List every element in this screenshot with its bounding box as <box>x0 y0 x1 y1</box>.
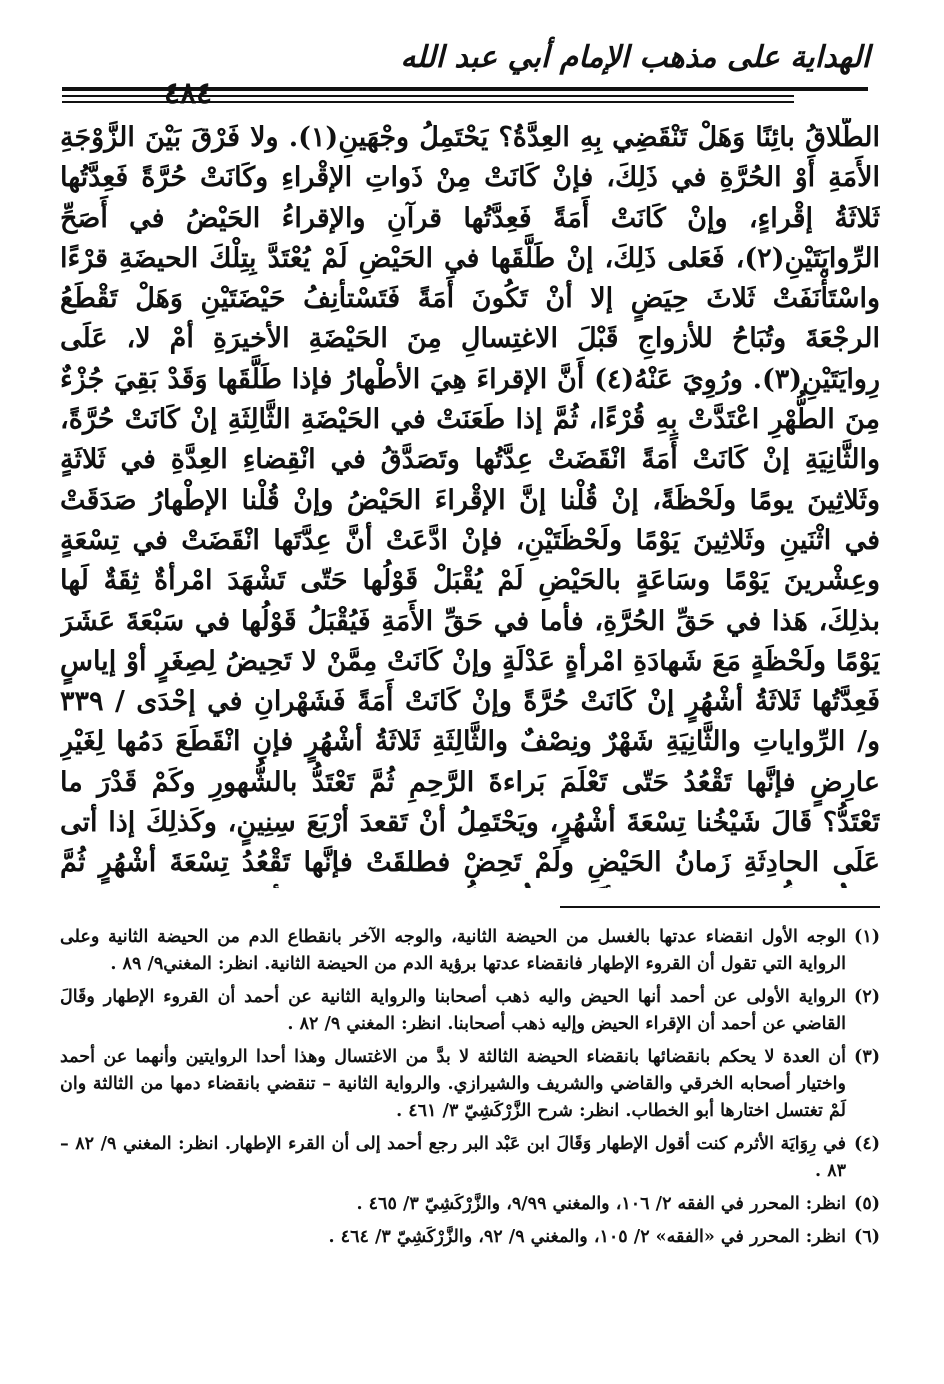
footnote-4 <box>60 1131 880 1185</box>
footnote-number: (٤) <box>854 1134 880 1154</box>
footnote-number: (٣) <box>854 1047 880 1067</box>
header-rule-left-1 <box>62 95 142 97</box>
footnote-number: (٢) <box>854 987 880 1007</box>
header-rule-left-2 <box>62 101 142 103</box>
footnote-text: انظر: المحرر في الفقه ٢/ ١٠٦، والمغني ٩/٩٩، والزَّرْكَشِيّ ٣/ ٤٦٥ . <box>356 1194 846 1214</box>
footnote-6 <box>60 1224 880 1251</box>
main-text-block <box>60 118 880 888</box>
footnote-3 <box>60 1044 880 1125</box>
footnote-5 <box>60 1191 880 1218</box>
footnote-text: الرواية الأولى عن أحمد أنها الحيض واليه ذهب أصحابنا والرواية الثانية عن أحمد أن القروء الإطهار وقَالَ القاضي عن أحمد أن الإقراء الحيض وإليه ذهب أصحابنا. انظر: المغني ٩/ ٨٢ . <box>60 987 846 1034</box>
page-number: ٤٨٤ <box>163 76 213 111</box>
footnote-2 <box>60 984 880 1038</box>
footnote-number: (٦) <box>854 1227 880 1247</box>
running-header-title: الهداية على مذهب الإمام أبي عبد الله <box>400 40 870 75</box>
footnotes-section <box>60 924 880 1257</box>
footnote-text: في رِوَايَة الأثرم كنت أقول الإطهار وَقَالَ ابن عَبْد البر رجع أحمد إلى أن القرء الإطهار. انظر: المغني ٩/ ٨٢ – ٨٣ . <box>60 1134 846 1181</box>
footnote-text: أن العدة لا يحكم بانقضائها بانقضاء الحيضة الثالثة لا بدَّ من الاغتسال وهذا أحدا الروايتين وأنهما عن أحمد واختيار أصحابه الخرقي والقاضي والشريف والشيرازي. والرواية الثانية – تنقضي بانقضاء دمها من الثالثة وان لَمْ تغتسل اختارها أبو الخطاب. انظر: شرح الزَّرْكَشِيّ ٣/ ٤٦١ . <box>60 1047 846 1121</box>
footnote-1 <box>60 924 880 978</box>
footnote-text: الوجه الأول انقضاء عدتها بالغسل من الحيضة الثانية، والوجه الآخر بانقطاع الدم من الحيضة الثانية وعلى الرواية التي تقول أن القروء الإطهار فانقضاء عدتها برؤية الدم من الحيضة الثانية. انظر: المغني٩/ ٨٩ . <box>60 927 846 974</box>
footnote-number: (٥) <box>854 1194 880 1214</box>
footnote-number: (١) <box>854 927 880 947</box>
footnote-text: انظر: المحرر في «الفقه» ٢/ ١٠٥، والمغني ٩/ ٩٢، والزَّرْكَشِيّ ٣/ ٤٦٤ . <box>328 1227 846 1247</box>
footnote-separator <box>560 906 880 908</box>
main-paragraph: الطَّلاقُ بائِنًا وَهَلْ تَنْقَضِي بِهِ العِدَّةُ؟ يَحْتَمِلُ وجْهَينِ(١). ولا فَرْقَ بَيْنَ الزَّوْجَةِ الأَمَةِ أَوْ الحُرَّةِ في ذَلِكَ، فإنْ كَانَتْ مِنْ ذَواتِ الإقْراءِ وكَانَتْ حُرَّةً فَعِدَّتُها ثَلاثَةُ إقْراءٍ، وإنْ كَانَتْ أَمَةً فَعِدَّتُها قرآنِ والإقراءُ الحَيْضُ في أَصَحِّ الرِّوايَتَيْنِ(٢)، فَعَلى ذَلِكَ، إنْ طَلَّقَها في الحَيْضِ لَمْ يُعْتَدَّ بِتِلْكَ الحيضَةِ قرْءًا واسْتَأْنَفَتْ ثَلاثَ حِيَضٍ إلا أنْ تَكُونَ أَمَةً فَتَسْتأنِفُ حَيْضَتَيْنِ وَهَلْ تَقْطَعُ الرجْعَةَ وتُبَاحُ للأزواجِ قَبْلَ الاغتِسالِ مِنَ الحَيْضَةِ الأخيرَةِ أمْ لا، عَلَى رِوايَتَيْنِ(٣). ورُوِيَ عَنْهُ(٤) أَنَّ الإقراءَ هِيَ الأطْهارُ فإذا طَلَّقَها وَقَدْ بَقِيَ جُزْءٌ مِنَ الطُّهْرِ اعْتَدَّتْ بِهِ قُرْءًا، ثُمَّ إذا طَعَنَتْ في الحَيْضَةِ الثَّالِثَةِ إنْ كَانَتْ حُرَّةً، والثَّانِيَةِ إنْ كَانَتْ أَمَةً انْقَضَتْ عِدَّتُها وتَصَدَّقُ في انْقِضاءِ العِدَّةِ في ثَلاثَةٍ وثَلاثِينَ يومًا ولَحْظَةً، إنْ قُلْنا إنَّ الإقْراءَ الحَيْضُ وإنْ قُلْنا الإطْهارُ صَدَقَتْ في اثْنَينِ وثَلاثِينَ يَوْمًا ولَحْظَتَيْنِ، فإنْ ادَّعَتْ أنَّ عِدَّتَها انْقَضَتْ في تِسْعَةٍ وعِشْرينَ يَوْمًا وسَاعَةٍ بالحَيْضِ لَمْ يُقْبَلْ قَوْلُها حَتّى تَشْهَدَ امْرأةٌ ثِقَةٌ لَها بذلِكَ، هَذا في حَقِّ الحُرَّةِ، فأما في حَقِّ الأَمَةِ فَيُقْبَلُ قَوْلُها في سَبْعَةَ عَشَرَ يَوْمًا ولَحْظَةٍ مَعَ شَهادَةِ امْرأةٍ عَدْلَةٍ وإنْ كَانَتْ مِمَّنْ لا تَحِيضُ لِصِغَرٍ أوْ إياسٍ فَعِدَّتُها ثَلاثَةُ أشْهُرٍ إنْ كَانَتْ حُرَّةً وإنْ كَانَتْ أَمَةً فَشَهْرانِ في إحْدَى / ٣٣٩ و/ الرِّواياتِ والثَّانِيَةِ شَهْرٌ ونِصْفٌ والثَّالِثَةِ ثَلاثَةُ أشْهُرٍ فإنِ انْقَطَعَ دَمُها لِغَيْرِ عارِضٍ فإنَّها تَقْعُدُ حَتّى تَعْلَمَ بَراءةَ الرَّحِمِ ثُمَّ تَعْتَدُّ بالشُّهورِ وكَمْ قَدْرَ ما تَعْتَدُّ؟ قَالَ شَيْخُنا تِسْعَةَ أشْهُرٍ، ويَحْتَمِلُ أنْ تَقعدَ أرْبَعَ سِنِينٍ، وكَذلِكَ إذا أتى عَلَى الحادِثَةِ زَمانُ الحَيْضِ ولَمْ تَحِضْ فطلقَتْ فإنَّها تَقْعُدُ تِسْعَةَ أشْهُرٍ ثُمَّ <box>60 122 880 879</box>
